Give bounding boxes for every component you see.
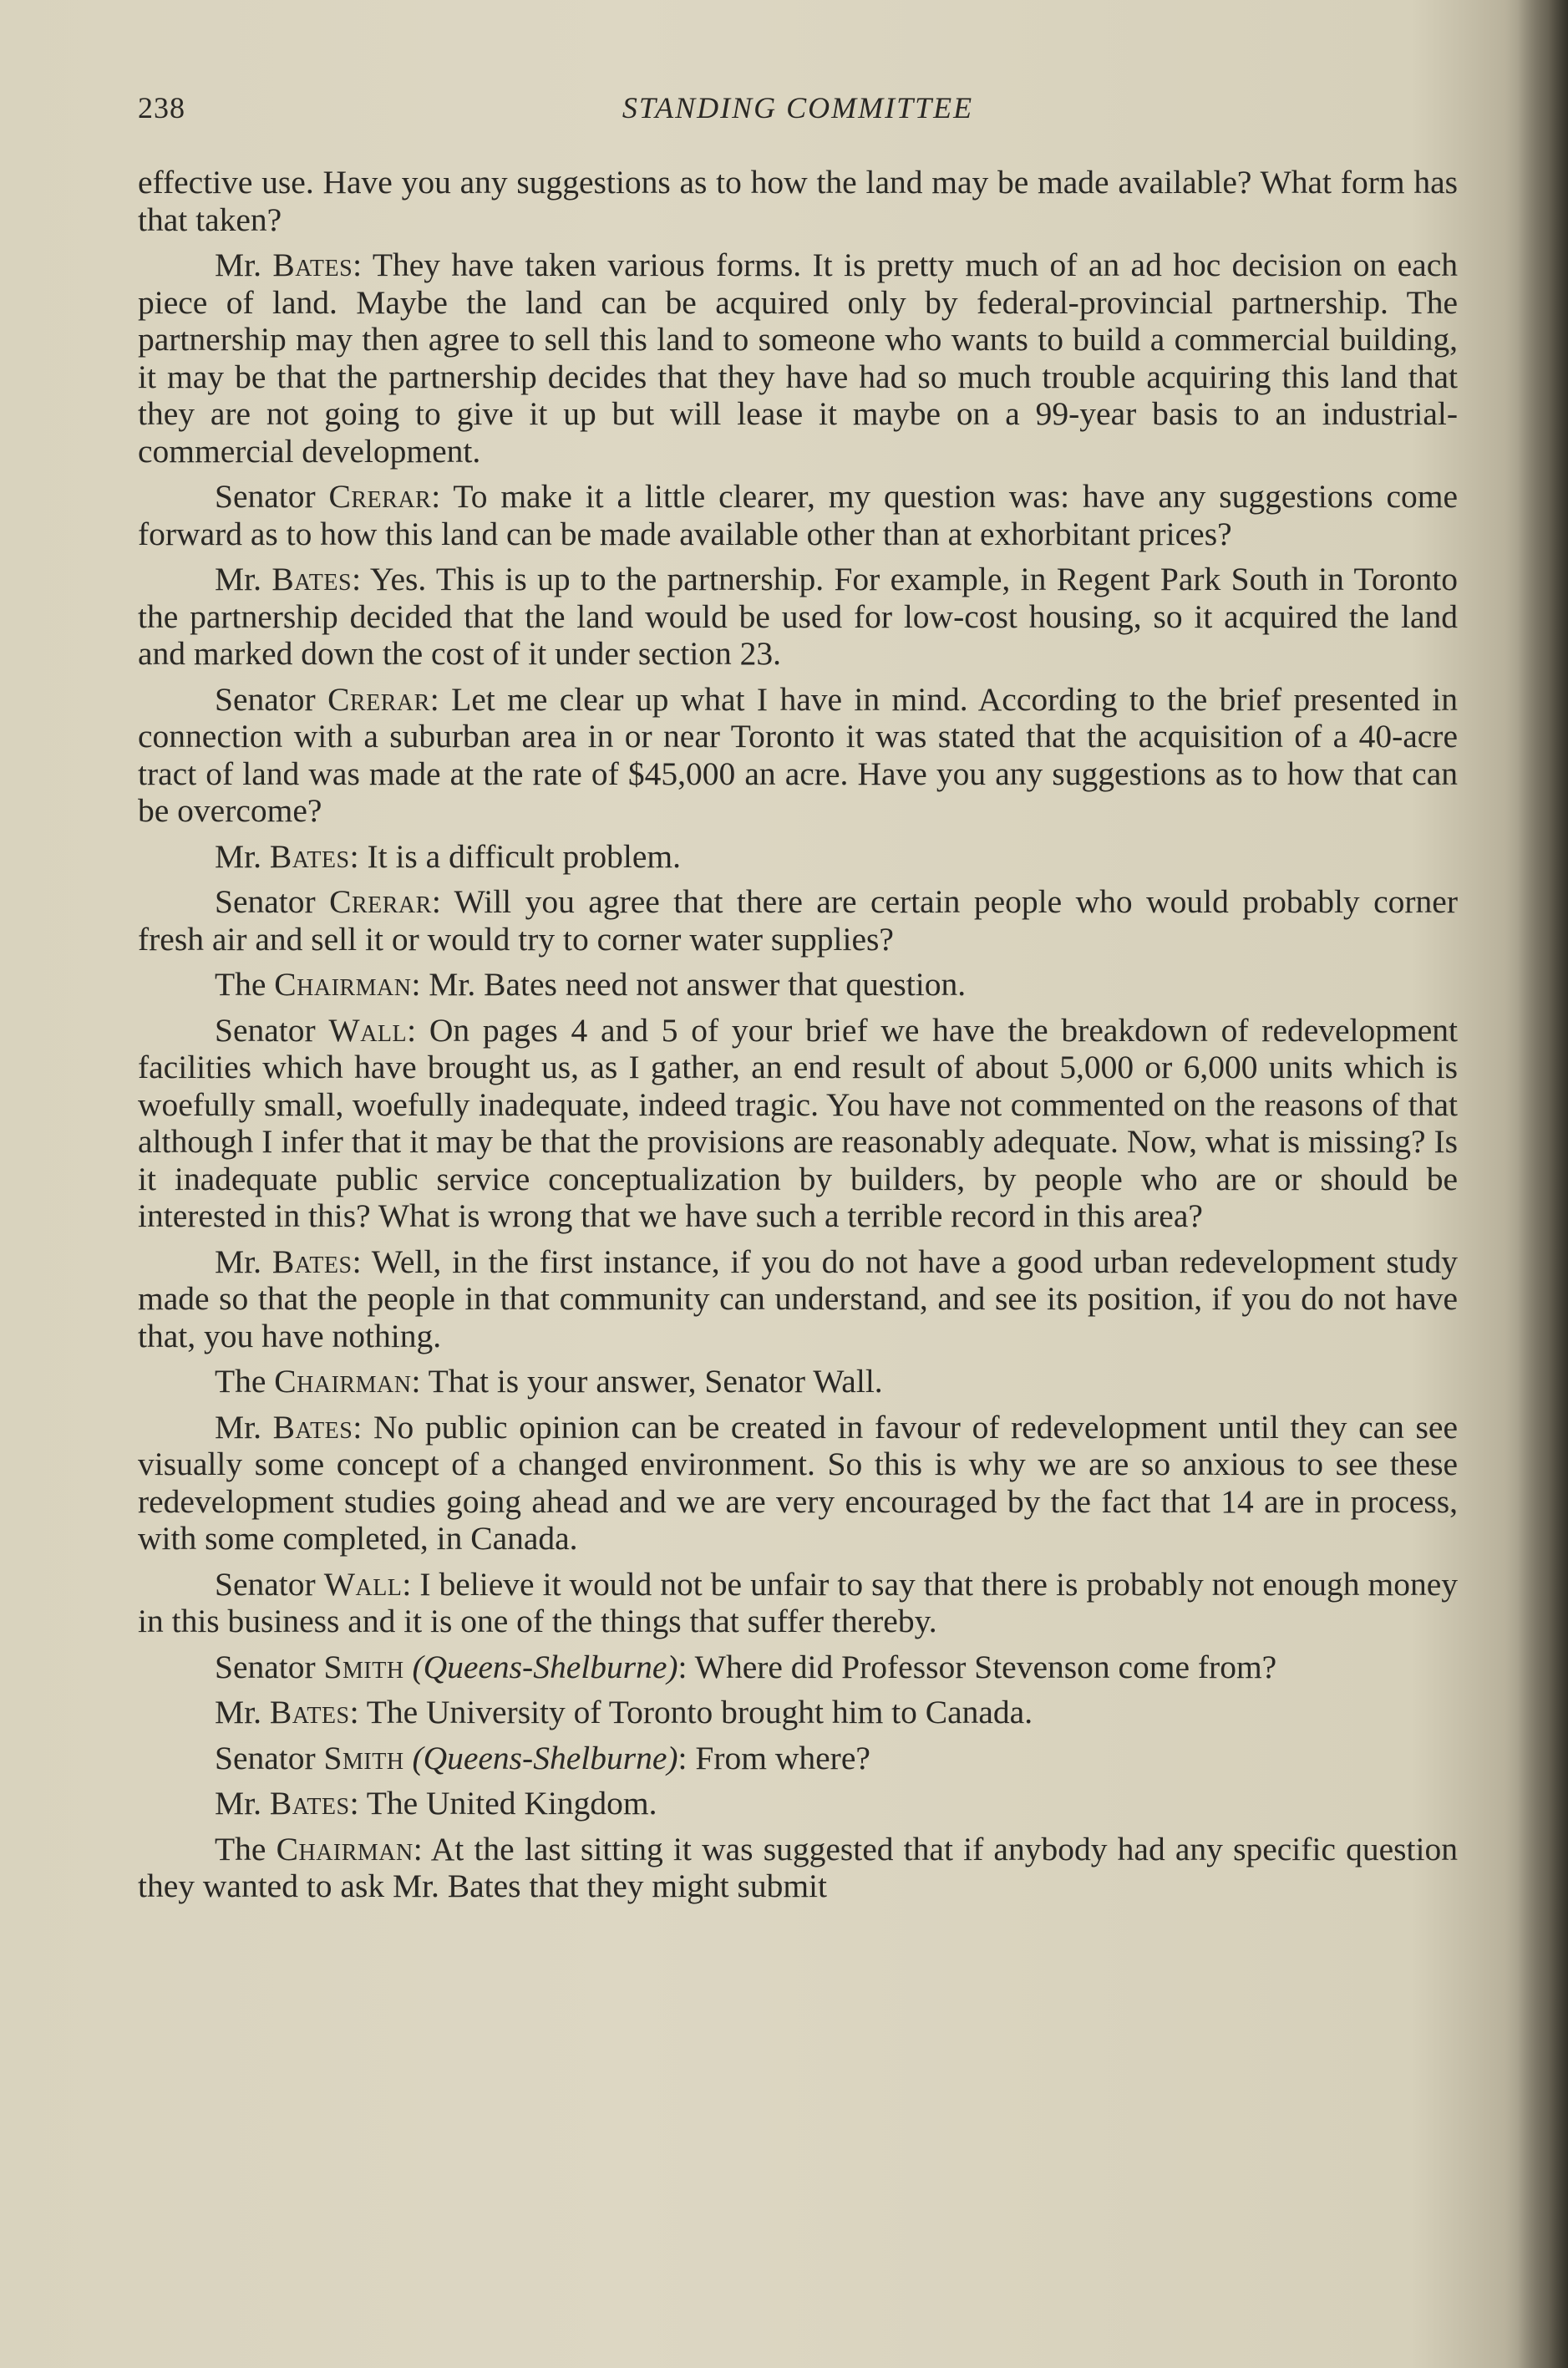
speech-paragraph xyxy=(138,1694,1458,1731)
speech-text: : Where did Professor Stevenson come from? xyxy=(677,1648,1277,1685)
speaker-title: Mr. xyxy=(215,246,261,283)
speech-paragraph xyxy=(138,246,1458,470)
speech-paragraph xyxy=(138,1649,1458,1686)
speech-paragraph xyxy=(138,1409,1458,1557)
speech-paragraph xyxy=(138,1785,1458,1822)
speech-paragraph xyxy=(138,838,1458,876)
page-header xyxy=(138,90,1458,132)
page-number: 238 xyxy=(138,91,185,124)
binding-shadow xyxy=(1518,0,1568,2368)
running-title: STANDING COMMITTEE xyxy=(622,91,974,124)
speech-text: : I believe it would not be unfair to say that there is probably not enough money in this business and it is one of the things that suffer thereby. xyxy=(138,1565,1459,1639)
speaker-name: Smith xyxy=(323,1648,404,1685)
speaker-name: Crerar xyxy=(328,478,432,515)
speech-text: : The University of Toronto brought him to Canada. xyxy=(349,1694,1033,1730)
speaker-name: Wall xyxy=(328,1011,408,1049)
speaker-title: Mr. xyxy=(215,837,261,875)
speaker-name: Crerar xyxy=(329,883,432,920)
speech-text: : It is a difficult problem. xyxy=(349,837,681,875)
speaker-name: Bates xyxy=(271,1242,353,1280)
speaker-name: Bates xyxy=(269,1694,350,1730)
speech-text: : On pages 4 and 5 of your brief we have the breakdown of redevelopment facilities which have brought us, as I gather, an end result of about 5,000 or 6,000 units which is woefully small, woefully inadequate, indeed tragic. You have not commented on the reasons of that although I infer that it may be that the provisions are reasonably adequate. Now, what is missing? Is it inadequate public service conceptualization by builders, by people who are or should be interested in this? What is wrong that we have such a terrible record in this area? xyxy=(138,1011,1459,1234)
speaker-name: Bates xyxy=(271,561,353,597)
speaker-name: Bates xyxy=(272,246,353,283)
speaker-name: Bates xyxy=(269,837,350,875)
speaker-title: Mr. xyxy=(215,1694,261,1730)
speaker-title: The xyxy=(215,966,266,1003)
speech-text: : To make it a little clearer, my question was: have any suggestions come forward as to how this land can be made available other than at exhorbitant prices? xyxy=(138,478,1459,552)
speaker-name: Chairman xyxy=(274,1363,412,1400)
speech-text: : Let me clear up what I have in mind. According to the brief presented in connection with a suburban area in or near Toronto it was stated that the acquisition of a 40-acre tract of land was made at the rate of $45,000 an acre. Have you any suggestions as to how that can be overcome? xyxy=(138,680,1459,829)
speaker-name: Smith xyxy=(323,1739,404,1776)
speaker-name: Crerar xyxy=(327,680,430,718)
speech-text: : They have taken various forms. It is pretty much of an ad hoc decision on each piece of land. Maybe the land can be acquired only by federal-provincial partnership. The partnership may then agree to sell this land to someone who wants to build a commercial building, it may be that the partnership decides that they have had so much trouble acquiring this land that they are not going to give it up but will lease it maybe on a 99-year basis to an industrial-commercial development. xyxy=(138,246,1458,470)
speech-paragraph xyxy=(138,561,1458,673)
speech-paragraph xyxy=(138,1243,1458,1355)
speaker-name: Chairman xyxy=(274,966,412,1003)
speech-paragraph xyxy=(138,1363,1458,1400)
speaker-name: Wall xyxy=(323,1565,403,1603)
speaker-name: Bates xyxy=(272,1408,353,1446)
speaker-title: Mr. xyxy=(215,1785,261,1822)
speech-paragraph xyxy=(138,1740,1458,1777)
speaker-title: The xyxy=(215,1363,266,1400)
speech-paragraph xyxy=(138,1566,1458,1640)
speech-text: effective use. Have you any suggestions as to how the land may be made available? What form has that taken? xyxy=(138,164,1458,238)
speaker-name: Chairman xyxy=(276,1830,414,1867)
speech-paragraph xyxy=(138,966,1458,1004)
speech-text: : Mr. Bates need not answer that question. xyxy=(411,966,967,1003)
speech-text: : Yes. This is up to the partnership. For example, in Regent Park South in Toronto the partnership decided that the land would be used for low-cost housing, so it acquired the land and marked down the cost of it under section 23. xyxy=(138,561,1458,672)
speaker-title: Senator xyxy=(215,1648,316,1685)
speaker-riding: (Queens-Shelburne) xyxy=(412,1648,678,1685)
speaker-title: Senator xyxy=(215,883,316,920)
speaker-name: Bates xyxy=(269,1785,350,1822)
speech-text: : Will you agree that there are certain people who would probably corner fresh air and sell it or would try to corner water supplies? xyxy=(138,883,1458,958)
speaker-riding: (Queens-Shelburne) xyxy=(412,1739,678,1776)
speech-paragraph xyxy=(138,681,1458,830)
speech-text: : Well, in the first instance, if you do not have a good urban redevelopment study made so that the people in that community can understand, and see its position, if you do not have that, you have nothing. xyxy=(138,1242,1458,1354)
speech-paragraph xyxy=(138,1831,1458,1905)
speech-text: : No public opinion can be created in favour of redevelopment until they can see visually some concept of a changed environment. So this is why we are so anxious to see these redevelopment studies going ahead and we are very encouraged by the fact that 14 are in process, with some completed, in Canada. xyxy=(138,1408,1458,1557)
speech-text: : From where? xyxy=(677,1739,870,1776)
paragraph-continued xyxy=(138,164,1458,238)
speech-text: : At the last sitting it was suggested that if anybody had any specific question they wanted to ask Mr. Bates that they might submit xyxy=(138,1830,1458,1904)
speaker-title: Senator xyxy=(215,1011,316,1049)
speech-text: : The United Kingdom. xyxy=(349,1785,657,1822)
speaker-title: Mr. xyxy=(215,1242,261,1280)
speech-paragraph xyxy=(138,883,1458,958)
speaker-title: The xyxy=(215,1830,266,1867)
speaker-title: Mr. xyxy=(215,1408,261,1446)
speaker-title: Senator xyxy=(215,1739,316,1776)
speech-paragraph xyxy=(138,478,1458,552)
speech-paragraph xyxy=(138,1012,1458,1235)
speech-text: : That is your answer, Senator Wall. xyxy=(411,1363,883,1400)
speaker-title: Senator xyxy=(215,478,316,515)
speaker-title: Senator xyxy=(215,680,316,718)
speaker-title: Mr. xyxy=(215,561,261,597)
transcript-body xyxy=(138,164,1458,1913)
speaker-title: Senator xyxy=(215,1565,316,1603)
